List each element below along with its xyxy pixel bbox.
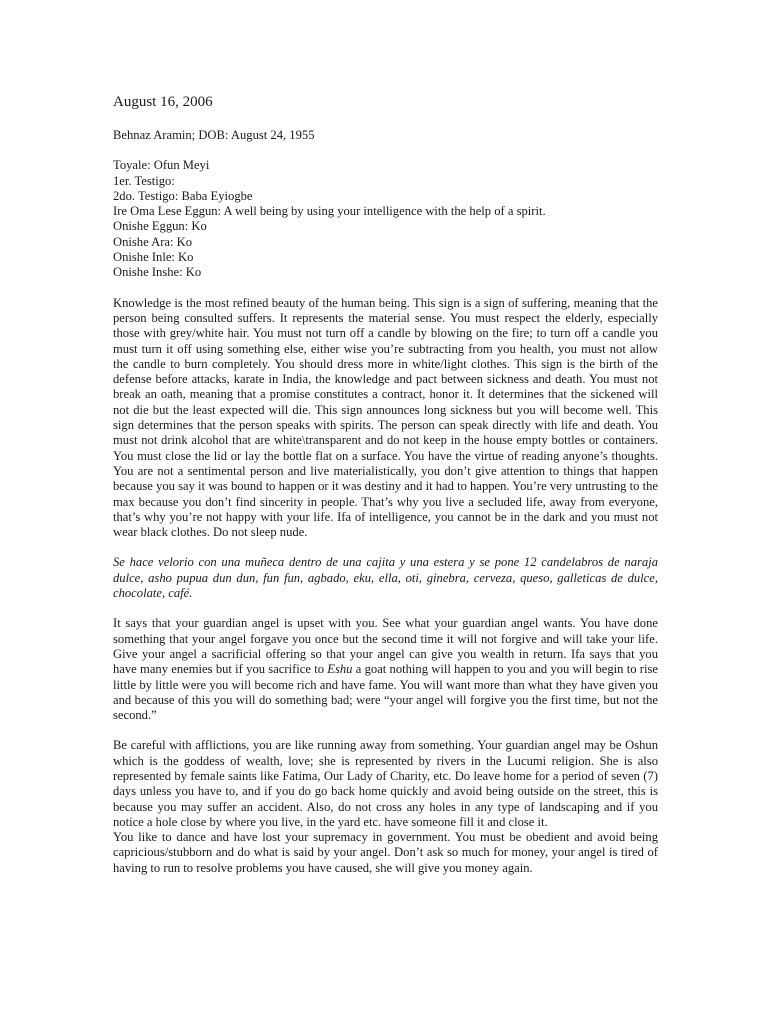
- paragraph-guardian-angel-part-1: It says that your guardian angel is upset with you. See what your guardian angel wants. You have done something that your angel forgave you once but the second time it will not forgive and will take your life. Give your angel a sacrificial offering so that your angel can give you wealth in return. Ifa says that you have many enemies but if you sacrifice to: [113, 616, 658, 677]
- document-date: August 16, 2006: [113, 94, 213, 110]
- paragraph-knowledge: Knowledge is the most refined beauty of the human being. This sign is a sign of suffering, meaning that the person being consulted suffers. It represents the material sense. You must respect the elderly, especially those with grey/white hair. You must not turn off a candle by blowing on the fire; to turn off a candle you must turn it off using something else, either wise you’re subtracting from you health, you must not allow the candle to burn completely. You should dress more in white/light clothes. This sign is the birth of the defense before attacks, karate in India, the knowledge and pact between sickness and death. You must not break an oath, meaning that a promise constitutes a contract, honor it. It determines that the sickened will not die but the least expected will die. This sign announces long sickness but you will become well. This sign determines that the person speaks with spirits. The person can speak directly with life and death. You must not drink alcohol that are white\transparent and do not keep in the house empty bottles or containers. You must close the lid or lay the bottle flat on a surface. You have the virtue of reading anyone’s thoughts. You are not a sentimental person and live materialistically, you don’t give attention to things that happen because you say it was bound to happen or it was destiny and it had to happen. You’re very untrusting to the max because you don’t find sincerity in people. That’s why you live a secluded life, away from everyone, that’s why you’re not happy with your life. Ifa of intelligence, you cannot be in the dark and you must not wear black clothes. Do not sleep nude.: [113, 295, 658, 540]
- header-line-onishe-eggun: Onishe Eggun: Ko: [113, 219, 207, 234]
- reading-header-block: [113, 158, 658, 280]
- header-line-onishe-inle: Onishe Inle: Ko: [113, 250, 194, 265]
- paragraph-dance: You like to dance and have lost your supremacy in government. You must be obedient and avoid being capricious/stubborn and do what is said by your angel. Don’t ask so much for money, your angel is tired of having to run to resolve problems you have caused, she will give you money again.: [113, 830, 658, 875]
- paragraph-spanish-ritual: Se hace velorio con una muñeca dentro de una cajita y una estera y se pone 12 candelabros de naraja dulce, asho pupua dun dun, fun fun, agbado, eku, ella, oti, ginebra, cerveza, queso, galleticas de dulce, chocolate, café.: [113, 555, 658, 601]
- header-line-second-witness: 2do. Testigo: Baba Eyiogbe: [113, 188, 253, 203]
- header-line-toyale: Toyale: Ofun Meyi: [113, 158, 210, 173]
- paragraph-afflictions: Be careful with afflictions, you are like running away from something. Your guardian angel may be Oshun which is the goddess of wealth, love; she is represented by rivers in the Lucumi religion. She is also represented by female saints like Fatima, Our Lady of Charity, etc. Do leave home for a period of seven (7) days unless you have to, and if you do go back home quickly and avoid being outside on the street, this is because you may suffer an accident. Also, do not cross any holes in any type of landscaping and if you notice a hole close by where you live, in the yard etc. have someone fill it and close it.: [113, 738, 658, 829]
- eshu-name: Eshu: [327, 662, 353, 677]
- header-line-onishe-inshe: Onishe Inshe: Ko: [113, 265, 202, 280]
- paragraph-guardian-angel: [113, 616, 658, 723]
- document-page: [113, 92, 658, 876]
- subject-line: Behnaz Aramin; DOB: August 24, 1955: [113, 128, 315, 142]
- header-line-onishe-ara: Onishe Ara: Ko: [113, 234, 193, 249]
- header-line-ire: Ire Oma Lese Eggun: A well being by using your intelligence with the help of a spirit.: [113, 204, 546, 219]
- header-line-first-witness: 1er. Testigo:: [113, 173, 175, 188]
- paragraph-guardian-angel-part-2: a goat nothing will happen to you and you will begin to rise little by little were you will become rich and have fame. You will want more than what they have given you and because of this you will do something bad; were “your angel will forgive you the first time, but not the second.”: [113, 662, 658, 723]
